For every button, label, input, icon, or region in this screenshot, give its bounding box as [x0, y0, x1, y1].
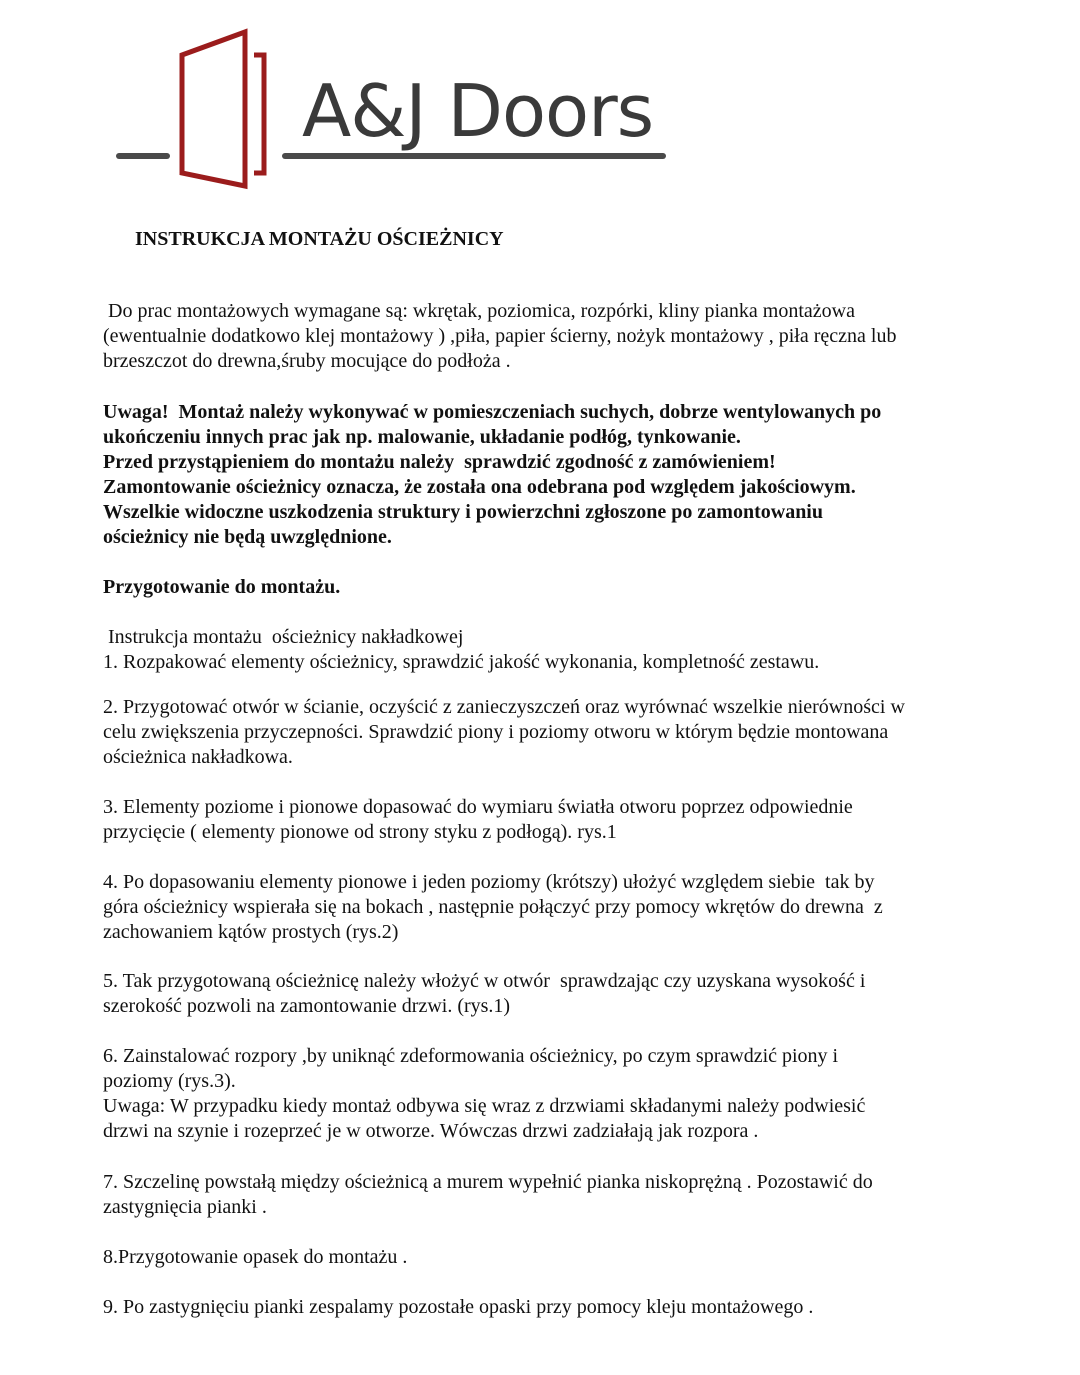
text-line: zachowaniem kątów prostych (rys.2) [103, 921, 399, 943]
text-line: Instrukcja montażu ościeżnicy nakładkowej [103, 626, 464, 648]
text-line: 7. Szczelinę powstałą między ościeżnicą a murem wypełnić pianka niskoprężną . Pozostawić do [103, 1171, 873, 1193]
company-logo [100, 20, 680, 200]
paragraph-step9 [103, 1295, 813, 1320]
paragraph-step3 [103, 795, 853, 845]
text-line: celu zwiększenia przyczepności. Sprawdzić piony i poziomy otworu w którym będzie montowana [103, 721, 889, 743]
text-line: Wszelkie widoczne uszkodzenia struktury i powierzchni zgłoszone po zamontowaniu [103, 501, 823, 523]
text-line: ościeżnicy nie będą uwzględnione. [103, 526, 392, 548]
text-line: Uwaga! Montaż należy wykonywać w pomieszczeniach suchych, dobrze wentylowanych po [103, 401, 882, 423]
paragraph-prep [103, 575, 340, 600]
text-line: 3. Elementy poziome i pionowe dopasować do wymiaru światła otworu poprzez odpowiednie [103, 796, 853, 818]
text-line: szerokość pozwoli na zamontowanie drzwi. (rys.1) [103, 995, 511, 1017]
text-line: zastygnięcia pianki . [103, 1196, 267, 1218]
text-line: 6. Zainstalować rozpory ,by uniknąć zdeformowania ościeżnicy, po czym sprawdzić piony i [103, 1045, 839, 1067]
text-line: 2. Przygotować otwór w ścianie, oczyścić z zanieczyszczeń oraz wyrównać wszelkie nierówności w [103, 696, 905, 718]
paragraph-step8 [103, 1245, 407, 1270]
text-line: 5. Tak przygotowaną ościeżnicę należy włożyć w otwór sprawdzając czy uzyskana wysokość i [103, 970, 866, 992]
text-line: brzeszczot do drewna,śruby mocujące do podłoża . [103, 350, 511, 372]
text-line: drzwi na szynie i rozeprzeć je w otworze. Wówczas drzwi zadziałają jak rozpora . [103, 1120, 759, 1142]
paragraph-step6 [103, 1044, 865, 1144]
text-line: Przygotowanie do montażu. [103, 576, 341, 598]
paragraph-intro [103, 299, 896, 374]
text-line: przycięcie ( elementy pionowe od strony styku z podłogą). rys.1 [103, 821, 617, 843]
text-line: 9. Po zastygnięciu pianki zespalamy pozostałe opaski przy pomocy kleju montażowego . [103, 1296, 814, 1318]
text-line: 1. Rozpakować elementy ościeżnicy, sprawdzić jakość wykonania, kompletność zestawu. [103, 651, 820, 673]
paragraph-step2 [103, 695, 905, 770]
text-line: 4. Po dopasowaniu elementy pionowe i jeden poziomy (krótszy) ułożyć względem siebie tak by [103, 871, 875, 893]
text-line: Do prac montażowych wymagane są: wkrętak, poziomica, rozpórki, kliny pianka montażowa [103, 300, 855, 322]
text-line: ościeżnica nakładkowa. [103, 746, 293, 768]
document-title: INSTRUKCJA MONTAŻU OŚCIEŻNICY [135, 228, 504, 250]
text-line: Uwaga: W przypadku kiedy montaż odbywa się wraz z drzwiami składanymi należy podwiesić [103, 1095, 866, 1117]
paragraph-step7 [103, 1170, 873, 1220]
text-line: 8.Przygotowanie opasek do montażu . [103, 1246, 408, 1268]
paragraph-step4 [103, 870, 883, 945]
paragraph-step1 [103, 625, 819, 675]
text-line: poziomy (rys.3). [103, 1070, 236, 1092]
paragraph-step5 [103, 969, 865, 1019]
text-line: Przed przystąpieniem do montażu należy sprawdzić zgodność z zamówieniem! [103, 451, 776, 473]
text-line: góra ościeżnicy wspierała się na bokach , następnie połączyć przy pomocy wkrętów do drewna z [103, 896, 883, 918]
paragraph-warning [103, 400, 881, 550]
text-line: (ewentualnie dodatkowo klej montażowy ) ,piła, papier ścierny, nożyk montażowy , piła ręczna lub [103, 325, 897, 347]
logo-text: A&J Doors [302, 69, 654, 153]
text-line: ukończeniu innych prac jak np. malowanie, układanie podłóg, tynkowanie. [103, 426, 741, 448]
text-line: Zamontowanie ościeżnicy oznacza, że została ona odebrana pod względem jakościowym. [103, 476, 856, 498]
